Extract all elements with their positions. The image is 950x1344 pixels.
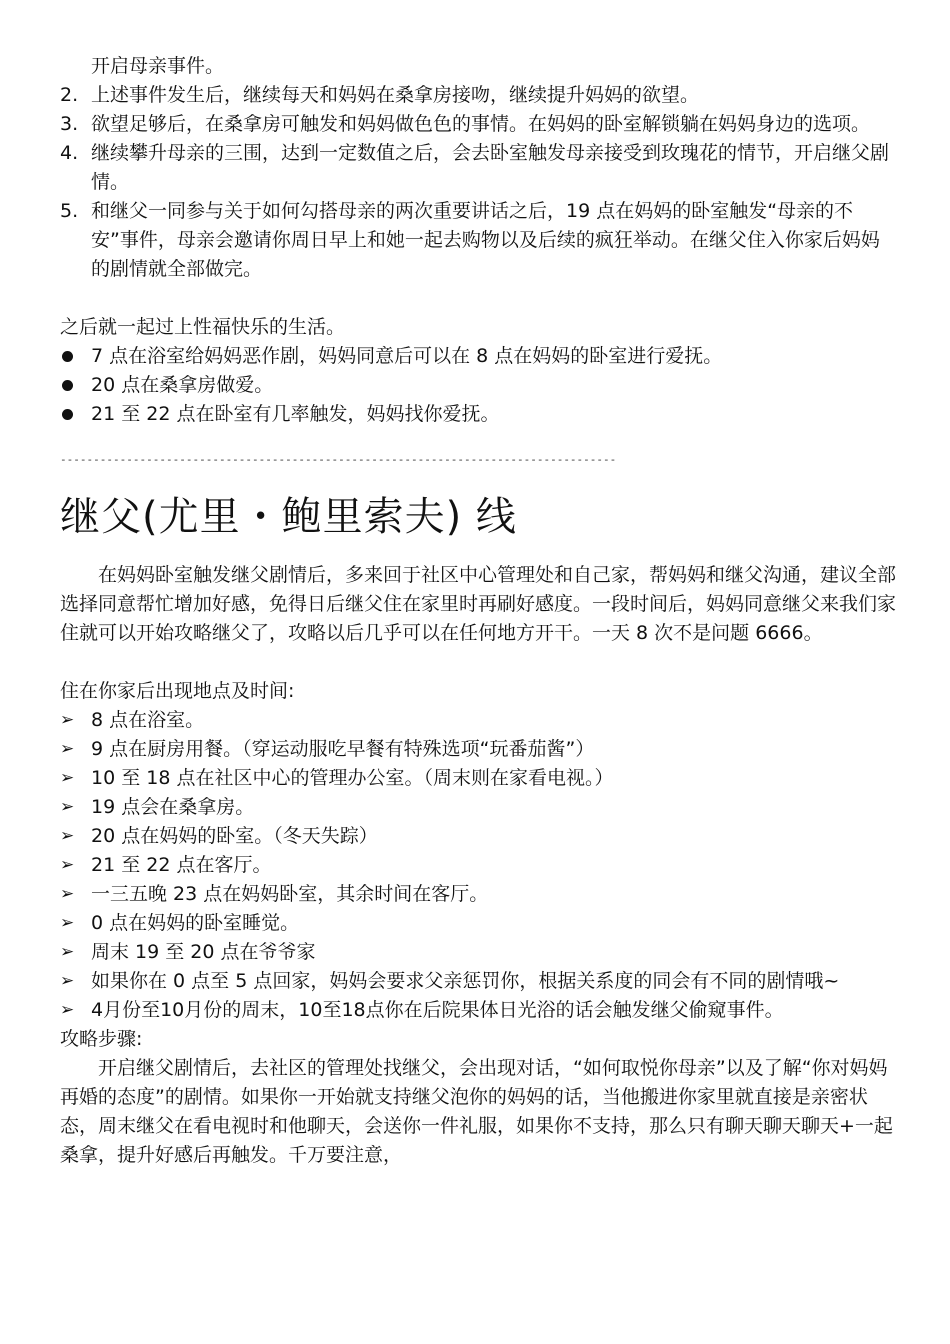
schedule-item — [60, 706, 898, 735]
step-number: 2. — [60, 84, 79, 106]
schedule-item — [60, 851, 898, 880]
step-number: 3. — [60, 113, 79, 135]
step-text: 上述事件发生后，继续每天和妈妈在桑拿房接吻，继续提升妈妈的欲望。 — [91, 84, 700, 106]
bullet-item — [60, 400, 898, 429]
schedule-text: 10 至 18 点在社区中心的管理办公室。（周末则在家看电视。） — [91, 767, 614, 789]
arrow-bullet-icon: ➢ — [60, 768, 75, 788]
schedule-item — [60, 793, 898, 822]
schedule-text: 8 点在浴室。 — [91, 709, 205, 731]
step-number: 4. — [60, 142, 79, 164]
schedule-text: 一三五晚 23 点在妈妈卧室，其余时间在客厅。 — [91, 883, 489, 905]
schedule-item — [60, 938, 898, 967]
schedule-item — [60, 967, 898, 996]
bullet-dot-icon — [62, 380, 73, 391]
schedule-item — [60, 880, 898, 909]
steps-paragraph: 开启继父剧情后，去社区的管理处找继父，会出现对话，“如何取悦你母亲”以及了解“你对妈妈再婚的态度”的剧情。如果你一开始就支持继父泡你的妈妈的话，当他搬进你家里就直接是亲密状态，周末继父在看电视时和他聊天，会送你一件礼服，如果你不支持，那么只有聊天聊天聊天+一起桑拿，提升好感后再触发。千万要注意， — [60, 1057, 893, 1166]
schedule-item — [60, 764, 898, 793]
schedule-item — [60, 909, 898, 938]
numbered-step — [60, 81, 898, 110]
arrow-bullet-icon: ➢ — [60, 710, 75, 730]
numbered-step-list — [60, 81, 898, 284]
schedule-text: 20 点在妈妈的卧室。（冬天失踪） — [91, 825, 378, 847]
bullet-text: 21 至 22 点在卧室有几率触发，妈妈找你爱抚。 — [91, 403, 500, 425]
bullet-text: 7 点在浴室给妈妈恶作剧，妈妈同意后可以在 8 点在妈妈的卧室进行爱抚。 — [91, 345, 723, 367]
step-1-continuation — [60, 52, 898, 81]
bullet-dot-icon — [62, 409, 73, 420]
steps-label: 攻略步骤: — [60, 1028, 143, 1050]
bullet-text: 20 点在桑拿房做爱。 — [91, 374, 274, 396]
step-text: 和继父一同参与关于如何勾搭母亲的两次重要讲话之后，19 点在妈妈的卧室触发“母亲的不安”事件，母亲会邀请你周日早上和她一起去购物以及后续的疯狂举动。在继父住入你家后妈妈的剧情就全部做完。 — [91, 200, 880, 280]
spacer — [60, 284, 898, 313]
schedule-text: 19 点会在桑拿房。 — [91, 796, 255, 818]
document-page — [60, 52, 898, 1170]
step-1-continuation-text: 开启母亲事件。 — [91, 55, 225, 77]
dashed-divider: ------------------------------------------------------------------------------------ — [60, 453, 617, 466]
arrow-bullet-icon: ➢ — [60, 797, 75, 817]
schedule-text: 如果你在 0 点至 5 点回家，妈妈会要求父亲惩罚你，根据关系度的同会有不同的剧情哦~ — [91, 970, 840, 992]
arrow-bullet-icon: ➢ — [60, 855, 75, 875]
step-number: 5. — [60, 200, 79, 222]
schedule-text: 0 点在妈妈的卧室睡觉。 — [91, 912, 300, 934]
step-text: 继续攀升母亲的三围，达到一定数值之后，会去卧室触发母亲接受到玫瑰花的情节，开启继父剧情。 — [91, 142, 890, 193]
schedule-text: 4月份至10月份的周末，10至18点你在后院果体日光浴的话会触发继父偷窥事件。 — [91, 999, 784, 1021]
spacer — [60, 648, 898, 677]
locations-label: 住在你家后出现地点及时间: — [60, 680, 295, 702]
schedule-item — [60, 735, 898, 764]
numbered-step — [60, 139, 898, 197]
schedule-item — [60, 822, 898, 851]
step-text: 欲望足够后，在桑拿房可触发和妈妈做色色的事情。在妈妈的卧室解锁躺在妈妈身边的选项。 — [91, 113, 871, 135]
bullet-list — [60, 342, 898, 429]
arrow-bullet-icon: ➢ — [60, 884, 75, 904]
bullet-item — [60, 371, 898, 400]
schedule-list — [60, 706, 898, 1025]
arrow-bullet-icon: ➢ — [60, 1000, 75, 1020]
arrow-bullet-icon: ➢ — [60, 739, 75, 759]
bullet-dot-icon — [62, 351, 73, 362]
arrow-bullet-icon: ➢ — [60, 942, 75, 962]
after-text: 之后就一起过上性福快乐的生活。 — [60, 316, 346, 338]
arrow-bullet-icon: ➢ — [60, 826, 75, 846]
schedule-text: 周末 19 至 20 点在爷爷家 — [91, 941, 316, 963]
numbered-step — [60, 110, 898, 139]
intro-paragraph: 在妈妈卧室触发继父剧情后，多来回于社区中心管理处和自己家，帮妈妈和继父沟通，建议全部选择同意帮忙增加好感，免得日后继父住在家里时再刷好感度。一段时间后，妈妈同意继父来我们家住就可以开始攻略继父了，攻略以后几乎可以在任何地方开干。一天 8 次不是问题 6666。 — [60, 564, 897, 644]
bullet-item — [60, 342, 898, 371]
schedule-text: 21 至 22 点在客厅。 — [91, 854, 272, 876]
schedule-item — [60, 996, 898, 1025]
schedule-text: 9 点在厨房用餐。（穿运动服吃早餐有特殊选项“玩番茄酱”） — [91, 738, 595, 760]
section-title: 继父(尤里・鲍里索夫) 线 — [60, 494, 517, 540]
arrow-bullet-icon: ➢ — [60, 913, 75, 933]
numbered-step — [60, 197, 898, 284]
arrow-bullet-icon: ➢ — [60, 971, 75, 991]
